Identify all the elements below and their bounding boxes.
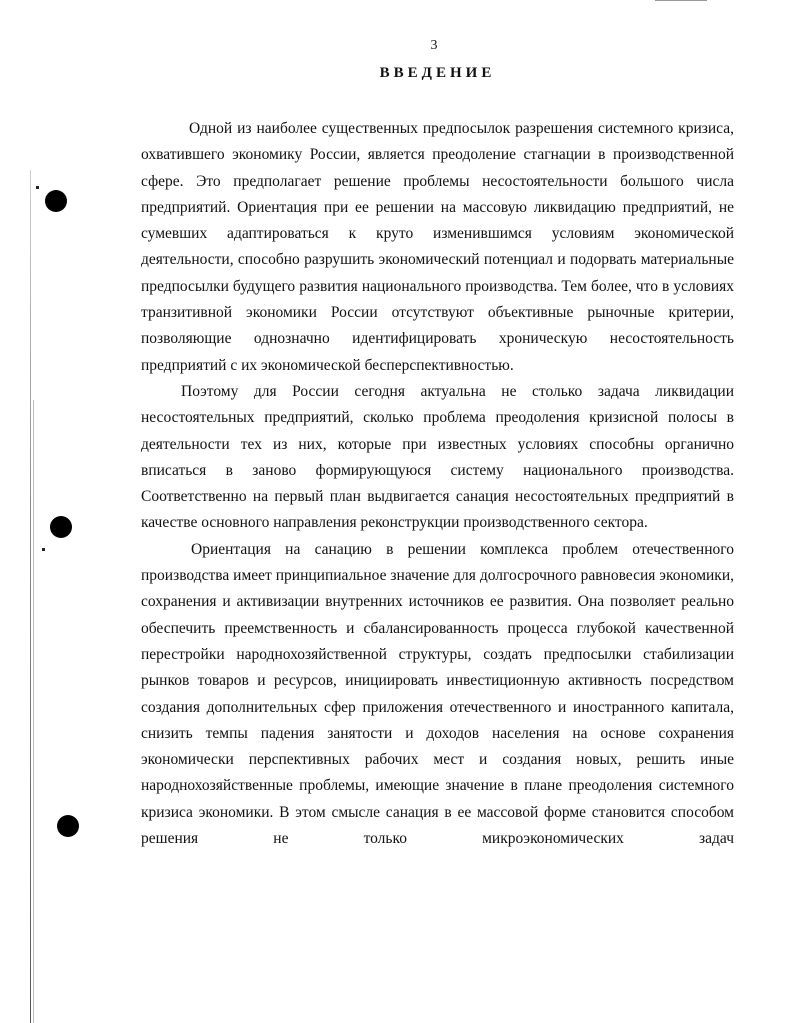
page-title: ВВЕДЕНИЕ [379,65,496,81]
scan-top-mark [655,0,707,1]
paragraph: Одной из наиболее существенных предпосылок разрешения системного кризиса, охватившего экономику России, является преодоление стагнации в производственной сфере. Это предполагает решение проблемы несостоятельности большого числа предприятий. Ориентация при ее решении на массовую ликвидацию предприятий, не сумевших адаптироваться к круто изменившимся условиям экономической деятельности, способно разрушить экономический потенциал и подорвать материальные предпосылки будущего развития национального производства. Тем более, что в условиях транзитивной экономики России отсутствуют объективные рыночные критерии, позволяющие однозначно идентифицировать хроническую несостоятельность предприятий с их экономической бесперспективностью. [141,120,734,374]
scan-speck [36,186,39,189]
scan-speck [42,548,45,551]
punch-hole-top [45,190,67,212]
paragraph: Ориентация на санацию в решении комплекса проблем отечественного производства имеет принципиальное значение для долгосрочного равновесия экономики, сохранения и активизации внутренних источников ее развития. Она позволяет реально обеспечить преемственность и сбалансированность процесса глубокой качественной перестройки народнохозяйственной структуры, создать предпосылки стабилизации рынков товаров и ресурсов, инициировать инвестиционную активность посредством создания дополнительных сфер приложения отечественного и иностранного капитала, снизить темпы падения занятости и доходов населения на основе сохранения экономически перспективных рабочих мест и создания новых, решить иные народнохозяйственные проблемы, имеющие значение в плане преодоления системного кризиса экономики. В этом смысле санация в ее массовой форме становится способом решения не только микроэкономических задач [141,540,734,848]
punch-hole-middle [50,516,72,538]
scan-left-edge-inner [33,400,34,1023]
paragraph: Поэтому для России сегодня актуальна не столько задача ликвидации несостоятельных предприятий, сколько проблема преодоления кризисной полосы в деятельности тех из них, которые при известных условиях способны органично вписаться в заново формирующуюся систему национального производства. Соответственно на первый план выдвигается санация несостоятельных предприятий в качестве основного направления реконструкции производственного сектора. [141,382,734,532]
page-number: 3 [430,38,438,53]
scan-left-edge [30,170,31,1023]
document-body [141,116,734,852]
punch-hole-bottom [57,815,79,837]
